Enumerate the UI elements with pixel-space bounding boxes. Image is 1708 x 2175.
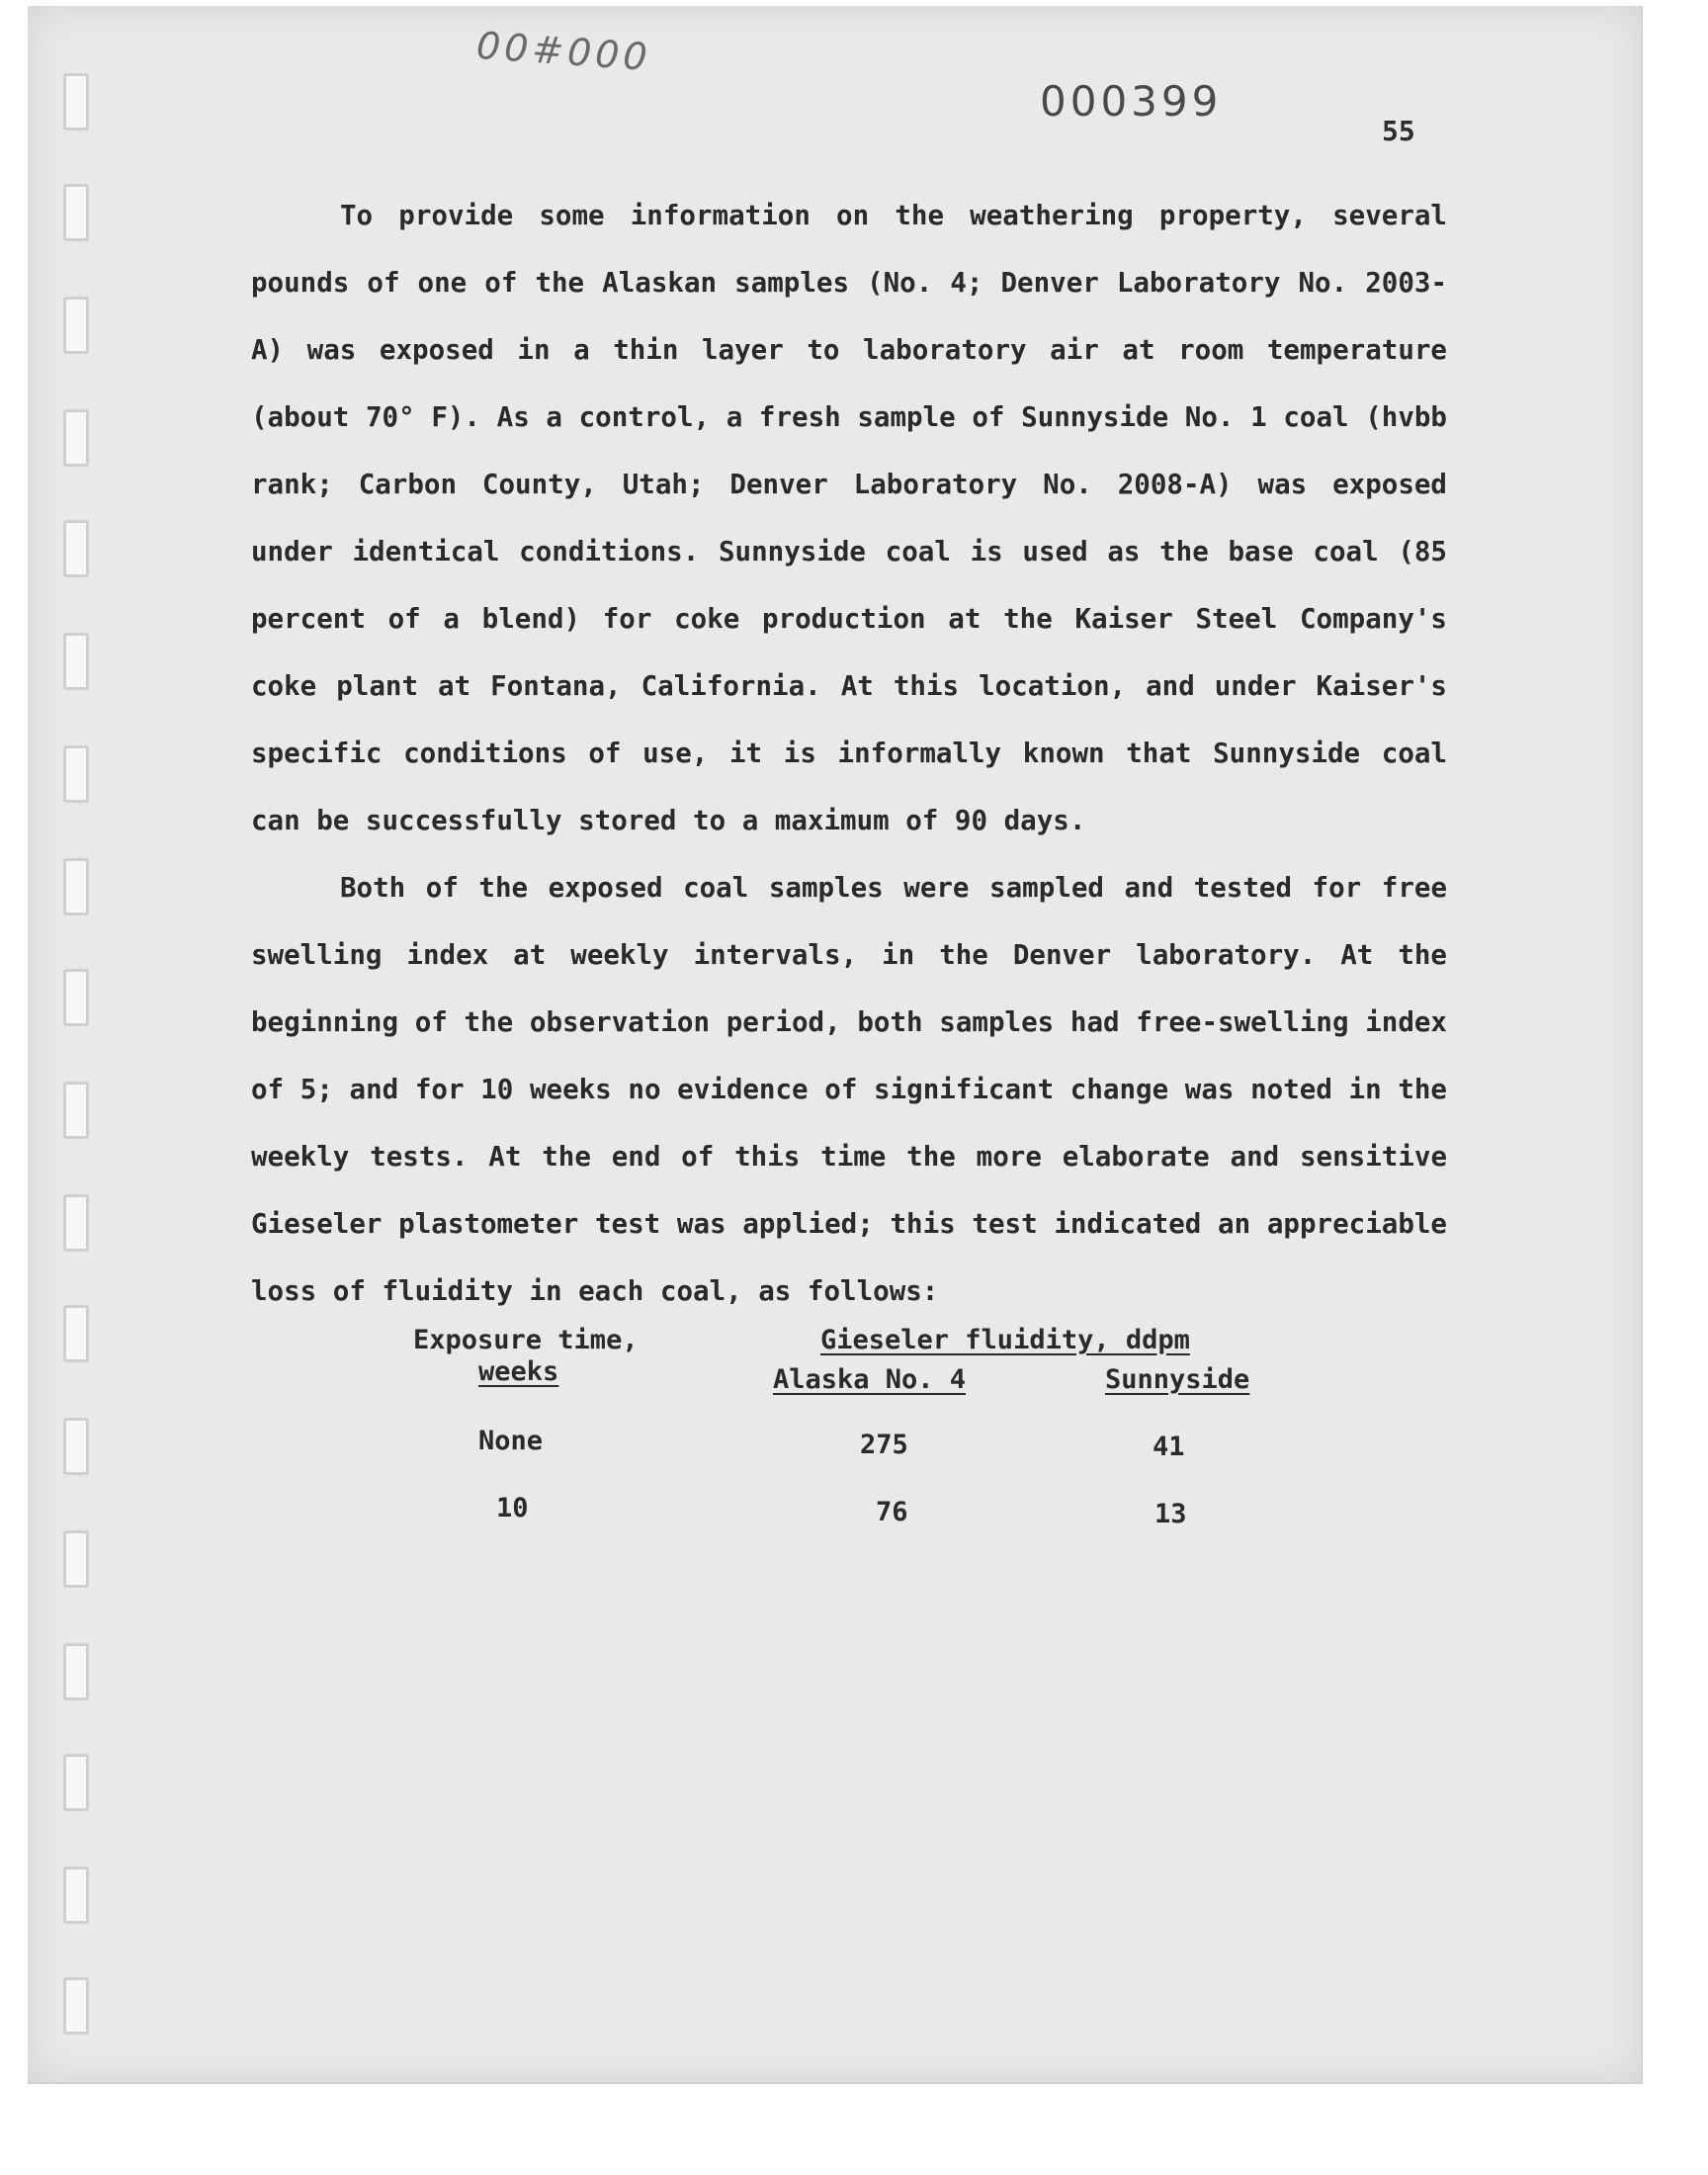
table-cell-alaska: 76 [876, 1497, 908, 1527]
table-header-sunnyside: Sunnyside [1105, 1364, 1250, 1395]
page-number: 55 [1382, 115, 1415, 147]
table-header-alaska: Alaska No. 4 [773, 1364, 967, 1395]
table-header-gieseler: Gieseler fluidity, ddpm [820, 1325, 1190, 1355]
document-number-stamp: 000399 [1040, 77, 1223, 126]
table-cell-sunnyside: 13 [1154, 1499, 1187, 1529]
table-header-weeks: weeks [478, 1356, 559, 1387]
table-cell-time: None [478, 1426, 544, 1456]
table-cell-alaska: 275 [860, 1430, 908, 1460]
table-cell-time: 10 [496, 1493, 529, 1523]
table-header-exposure: Exposure time, [413, 1325, 639, 1355]
handwritten-stamp: 00#000 [474, 23, 653, 80]
table-cell-sunnyside: 41 [1153, 1432, 1185, 1462]
paragraph-swelling-index: Both of the exposed coal samples were sampled and tested for free swelling index at weekly intervals, in the Denver laboratory. At the beginning of the observation period, both samples had free-swelling index of 5; and for 10 weeks no evidence of significant change was noted in the weekly tests. At the end of this time the more elaborate and sensitive Gieseler plastometer test was applied; this test indicated an appreciable loss of fluidity in each coal, as follows: [251, 872, 1447, 1307]
paragraph-weathering: To provide some information on the weathering property, several pounds of one of the Alaskan samples (No. 4; Denver Laboratory No. 2003-A) was exposed in a thin layer to laboratory air at room temperature (about 70° F). As a control, a fresh sample of Sunnyside No. 1 coal (hvbb rank; Carbon County, Utah; Denver Laboratory No. 2008-A) was exposed under identical conditions. Sunnyside coal is used as the base coal (85 percent of a blend) for coke production at the Kaiser Steel Company's coke plant at Fontana, California. At this location, and under Kaiser's specific conditions of use, it is informally known that Sunnyside coal can be successfully stored to a maximum of 90 days. [251, 200, 1447, 836]
